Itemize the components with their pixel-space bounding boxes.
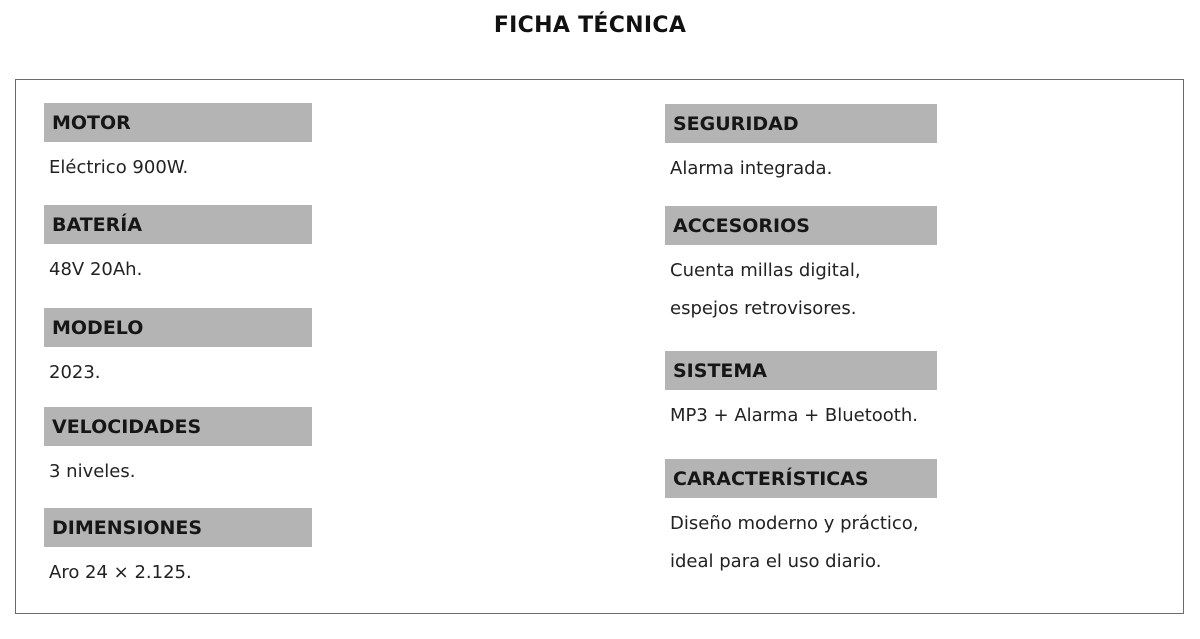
spec-value-line: Alarma integrada. xyxy=(670,158,833,179)
spec-label-velocidades: VELOCIDADES xyxy=(44,407,312,446)
spec-label-modelo: MODELO xyxy=(44,308,312,347)
spec-value-line: Diseño moderno y práctico, xyxy=(670,513,919,534)
spec-value-dimensiones xyxy=(49,554,192,592)
spec-label-seguridad: SEGURIDAD xyxy=(665,104,937,143)
spec-value-bateria xyxy=(49,251,142,289)
spec-value-seguridad xyxy=(670,150,832,188)
spec-value-line: 3 niveles. xyxy=(49,461,136,482)
spec-value-line: 48V 20Ah. xyxy=(49,259,143,280)
spec-value-motor xyxy=(49,149,188,187)
spec-value-line: Cuenta millas digital, xyxy=(670,260,861,281)
spec-value-line: espejos retrovisores. xyxy=(670,298,857,319)
spec-value-line: Eléctrico 900W. xyxy=(49,157,189,178)
spec-label-sistema: SISTEMA xyxy=(665,351,937,390)
spec-value-velocidades xyxy=(49,453,135,491)
spec-label-bateria: BATERÍA xyxy=(44,205,312,244)
spec-label-accesorios: ACCESORIOS xyxy=(665,206,937,245)
spec-value-accesorios xyxy=(670,252,861,328)
spec-value-line: Aro 24 × 2.125. xyxy=(49,562,192,583)
spec-label-dimensiones: DIMENSIONES xyxy=(44,508,312,547)
spec-value-modelo xyxy=(49,354,101,392)
spec-sheet-box xyxy=(15,79,1184,614)
spec-value-line: MP3 + Alarma + Bluetooth. xyxy=(670,405,918,426)
spec-value-sistema xyxy=(670,397,918,435)
page-title: FICHA TÉCNICA xyxy=(493,13,687,38)
spec-label-caracteristicas: CARACTERÍSTICAS xyxy=(665,459,937,498)
spec-label-motor: MOTOR xyxy=(44,103,312,142)
spec-value-caracteristicas xyxy=(670,505,919,581)
spec-value-line: ideal para el uso diario. xyxy=(670,551,882,572)
spec-value-line: 2023. xyxy=(49,362,101,383)
